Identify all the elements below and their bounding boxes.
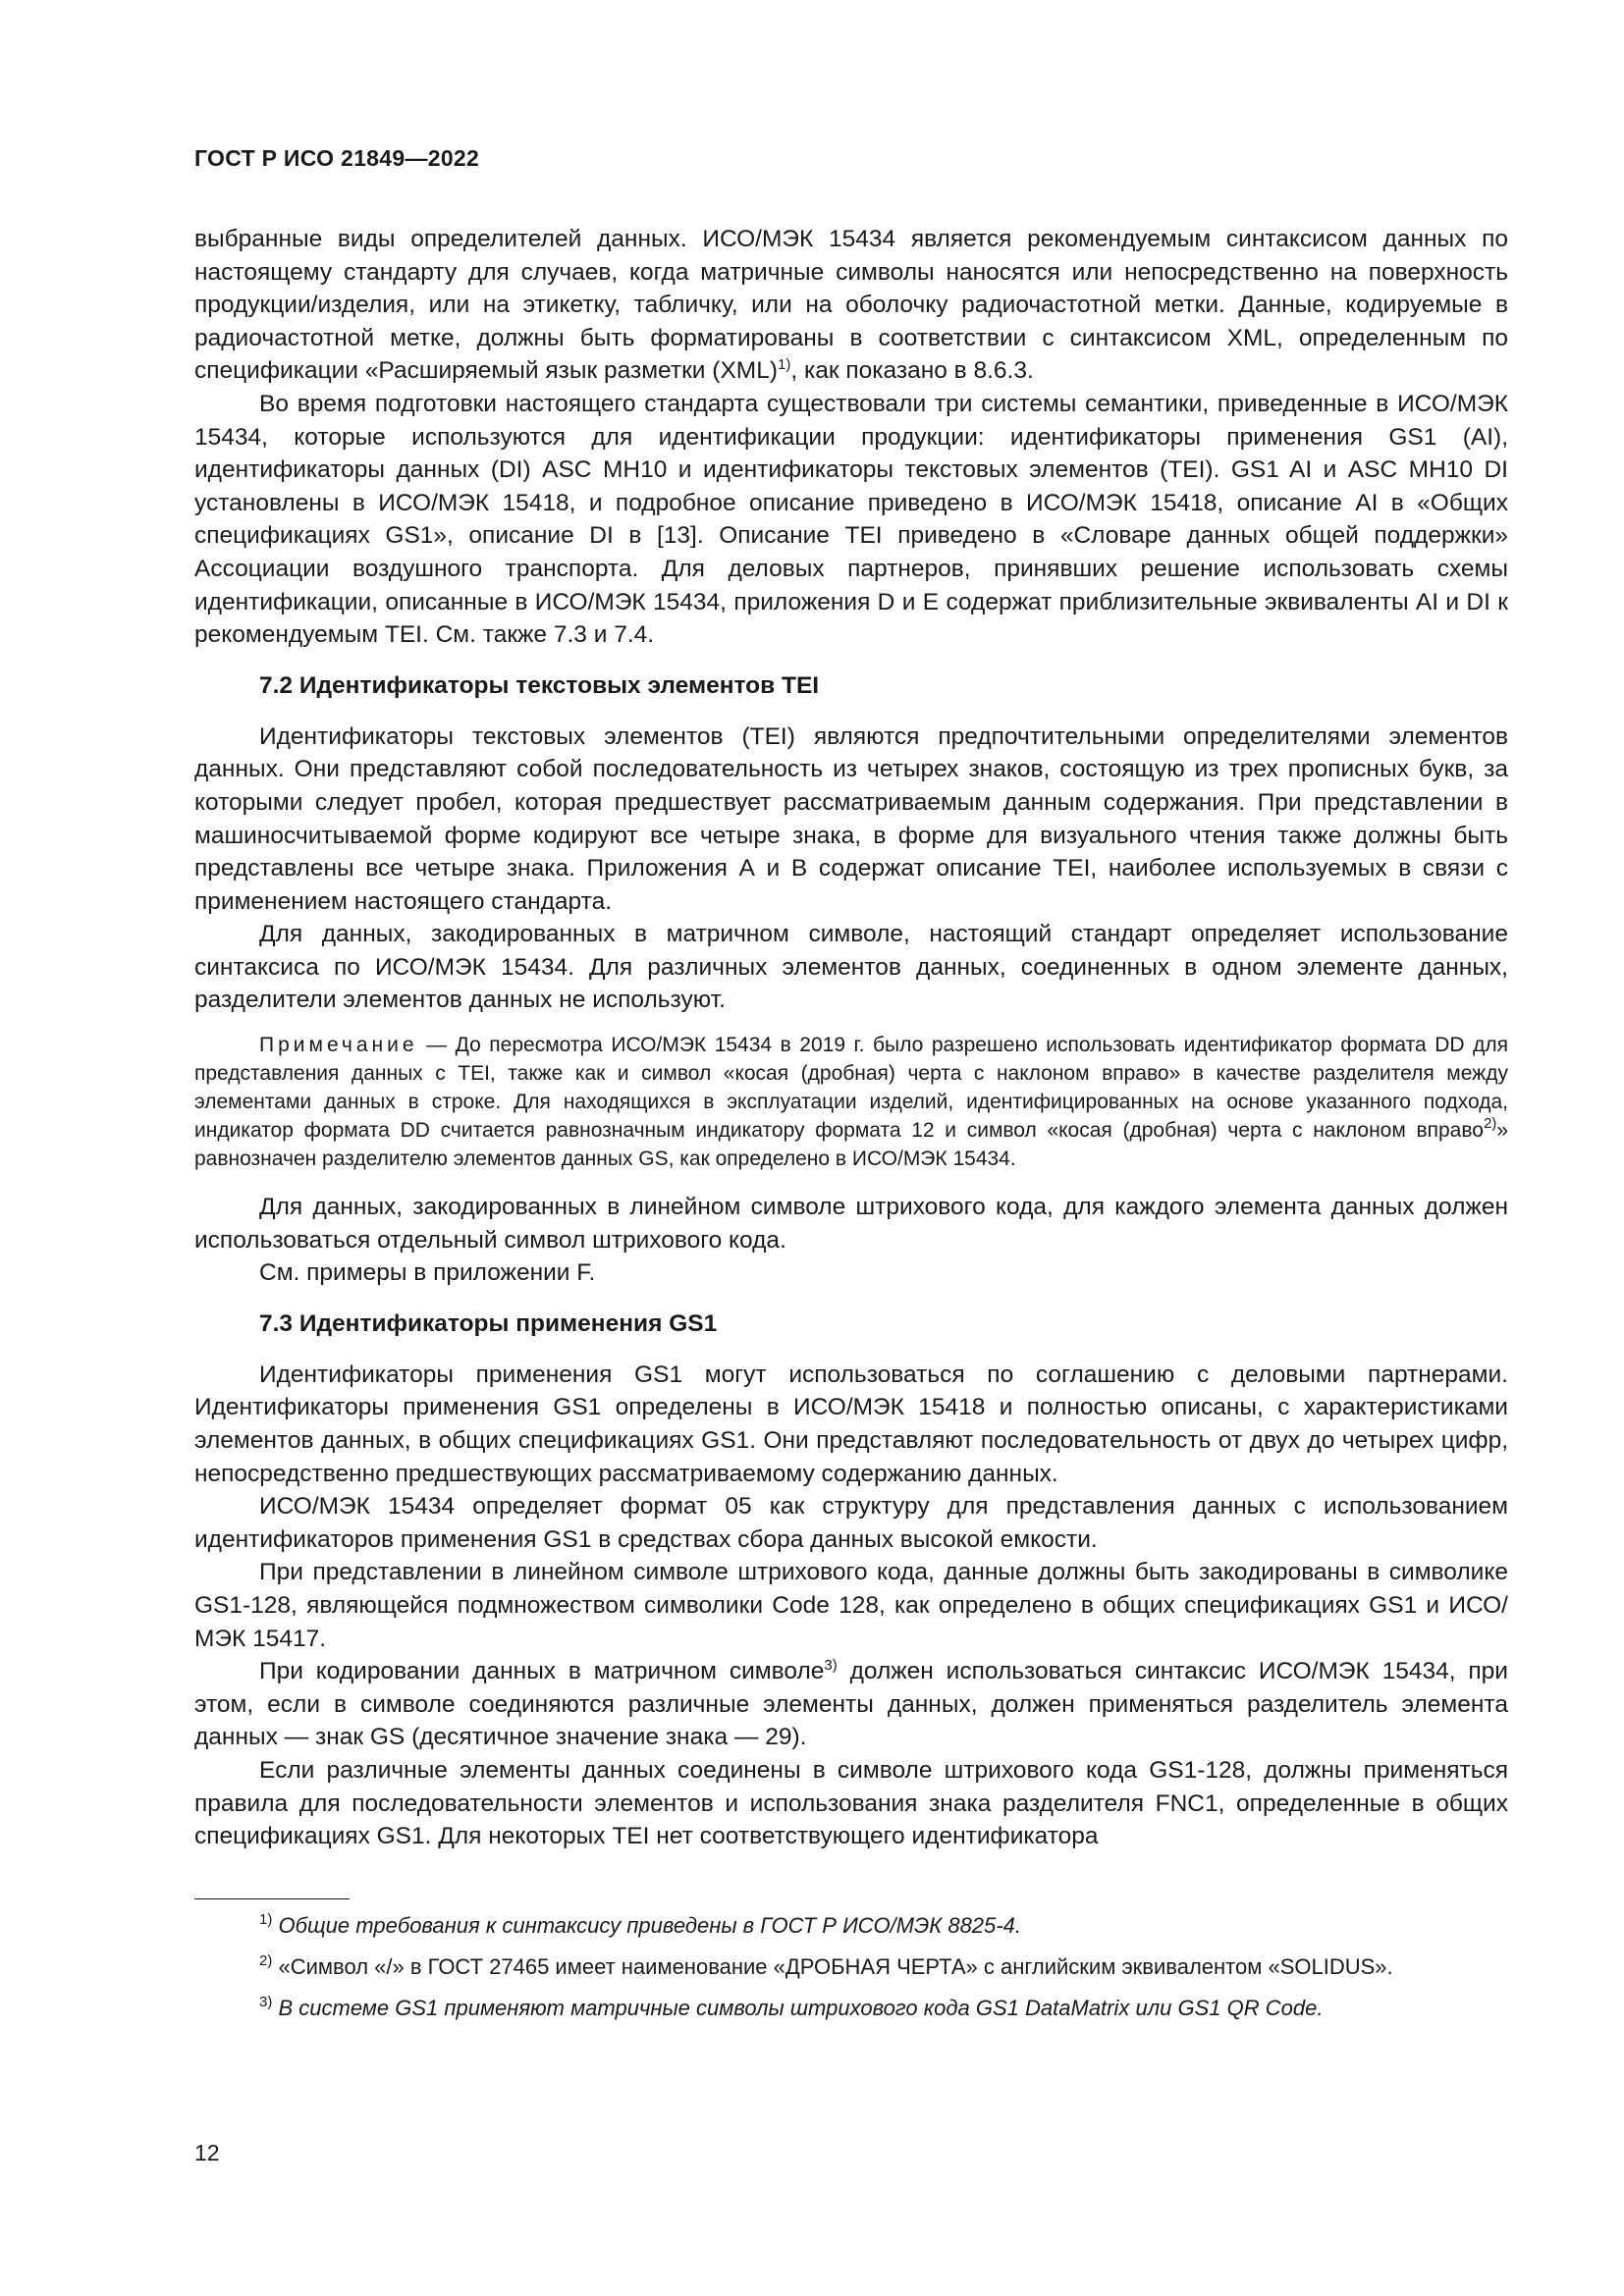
footnote-1: $^{1)}$ Общие требования к синтаксису приведены в ГОСТ Р ИСО/МЭК 8825-4.: [259, 1910, 1021, 1938]
section-7-2-heading: 7.2 Идентификаторы текстовых элементов TEI: [259, 671, 820, 699]
section-7-3-paragraph: При кодировании данных в матричном символе$^{3)}$ должен использоваться синтаксис ИСО/МЭК 15434, при этом, если в символе соединяются различные элементы данных, должен применяться разделитель элемента данных — знак GS (десятичное значение знака — 29).: [194, 1657, 1508, 1751]
section-7-3-paragraph: При представлении в линейном символе штрихового кода, данные должны быть закодированы в символике GS1-128, являющейся подмножеством символики Code 128, как определено в общих спецификациях GS1 и ИСО/МЭК 15417.: [194, 1559, 1508, 1652]
footnote-ref-3[interactable]: 3): [824, 1657, 838, 1675]
section-7-2-paragraph: Идентификаторы текстовых элементов (TEI) являются предпочтительными определителями элементов данных. Они представляют собой последовательность из четырех знаков, состоящую из трех прописных букв, за которыми следует пробел, которая предшествует рассматриваемым данным содержания. При представлении в машиносчитываемой форме кодируют все четыре знака, в форме для визуального чтения также должны быть представлены все четыре знака. Приложения А и В содержат описание TEI, наиболее используемых в связи с применением настоящего стандарта.: [194, 722, 1508, 915]
note-label: Примечание: [259, 1034, 418, 1057]
footnote-2: $^{2)}$ «Символ «/» в ГОСТ 27465 имеет наименование «ДРОБНАЯ ЧЕРТА» с английским эквивалентом «SOLIDUS».: [259, 1951, 1393, 1979]
section-7-2-paragraph: См. примеры в приложении F.: [259, 1259, 596, 1287]
section-7-3-heading: 7.3 Идентификаторы применения GS1: [259, 1309, 718, 1337]
intro-paragraph-1: выбранные виды определителей данных. ИСО/МЭК 15434 является рекомендуемым синтаксисом данных по настоящему стандарту для случаев, когда матричные символы наносятся или непосредственно на поверхность продукции/изделия, или на этикетку, табличку, или на оболочку радиочастотной метки. Данные, кодируемые в радиочастотной метке, должны быть форматированы в соответствии с синтаксисом XML, определенным по спецификации «Расширяемый язык разметки (XML)$^{1)}$, как показано в 8.6.3.: [194, 226, 1508, 385]
section-7-3-paragraph: Идентификаторы применения GS1 могут использоваться по соглашению с деловыми партнерами. Идентификаторы применения GS1 определены в ИСО/МЭК 15418 и полностью описаны, с характеристиками элементов данных, в общих спецификациях GS1. Они представляют последовательность от двух до четырех цифр, непосредственно предшествующих рассматриваемому содержанию данных.: [194, 1361, 1508, 1487]
intro-paragraph-2: Во время подготовки настоящего стандарта существовали три системы семантики, приведенные в ИСО/МЭК 15434, которые используются для идентификации продукции: идентификаторы применения GS1 (AI), идентификаторы данных (DI) ASC MH10 и идентификаторы текстовых элементов (TEI). GS1 AI и ASC MH10 DI установлены в ИСО/МЭК 15418, и подробное описание приведено в ИСО/МЭК 15418, описание AI в «Общих спецификациях GS1», описание DI в [13]. Описание TEI приведено в «Словаре данных общей поддержки» Ассоциации воздушного транспорта. Для деловых партнеров, принявших решение использовать схемы идентификации, описанные в ИСО/МЭК 15434, приложения D и E содержат приблизительные эквиваленты AI и DI к рекомендуемым TEI. См. также 7.3 и 7.4.: [194, 390, 1508, 649]
footnote-ref-1[interactable]: 1): [777, 356, 791, 374]
section-7-3-paragraph: Если различные элементы данных соединены в символе штрихового кода GS1-128, должны применяться правила для последовательности элементов и использования знака разделителя FNC1, определенные в общих спецификациях GS1. Для некоторых TEI нет соответствующего идентификатора: [194, 1756, 1508, 1850]
footnote-3: $^{3)}$ В системе GS1 применяют матричные символы штрихового кода GS1 DataMatrix или GS1 QR Code.: [259, 1993, 1324, 2020]
note: Примечание — До пересмотра ИСО/МЭК 15434 в 2019 г. было разрешено использовать идентификатор формата DD для представления данных с TEI, также как и символ «косая (дробная) черта с наклоном вправо» в качестве разделителя между элементами данных в строке. Для находящихся в эксплуатации изделий, идентифицированных на основе указанного подхода, индикатор формата DD считается равнозначным индикатору формата 12 и символ «косая (дробная) черта с наклоном вправо$^{2)}$» равнозначен разделителю элементов данных GS, как определено в ИСО/МЭК 15434.: [194, 1034, 1508, 1171]
document-page: [194, 145, 1508, 2035]
page-number: 12: [194, 2140, 220, 2165]
document-header: ГОСТ Р ИСО 21849—2022: [194, 145, 480, 171]
footnote-divider: [194, 1898, 350, 1899]
section-7-2-paragraph: Для данных, закодированных в матричном символе, настоящий стандарт определяет использование синтаксиса по ИСО/МЭК 15434. Для различных элементов данных, соединенных в одном элементе данных, разделители элементов данных не используют.: [194, 921, 1508, 1014]
section-7-3-paragraph: ИСО/МЭК 15434 определяет формат 05 как структуру для представления данных с использованием идентификаторов применения GS1 в средствах сбора данных высокой емкости.: [194, 1493, 1508, 1553]
footnote-ref-2[interactable]: 2): [1483, 1115, 1497, 1133]
section-7-2-paragraph: Для данных, закодированных в линейном символе штрихового кода, для каждого элемента данных должен использоваться отдельный символ штрихового кода.: [194, 1194, 1508, 1254]
